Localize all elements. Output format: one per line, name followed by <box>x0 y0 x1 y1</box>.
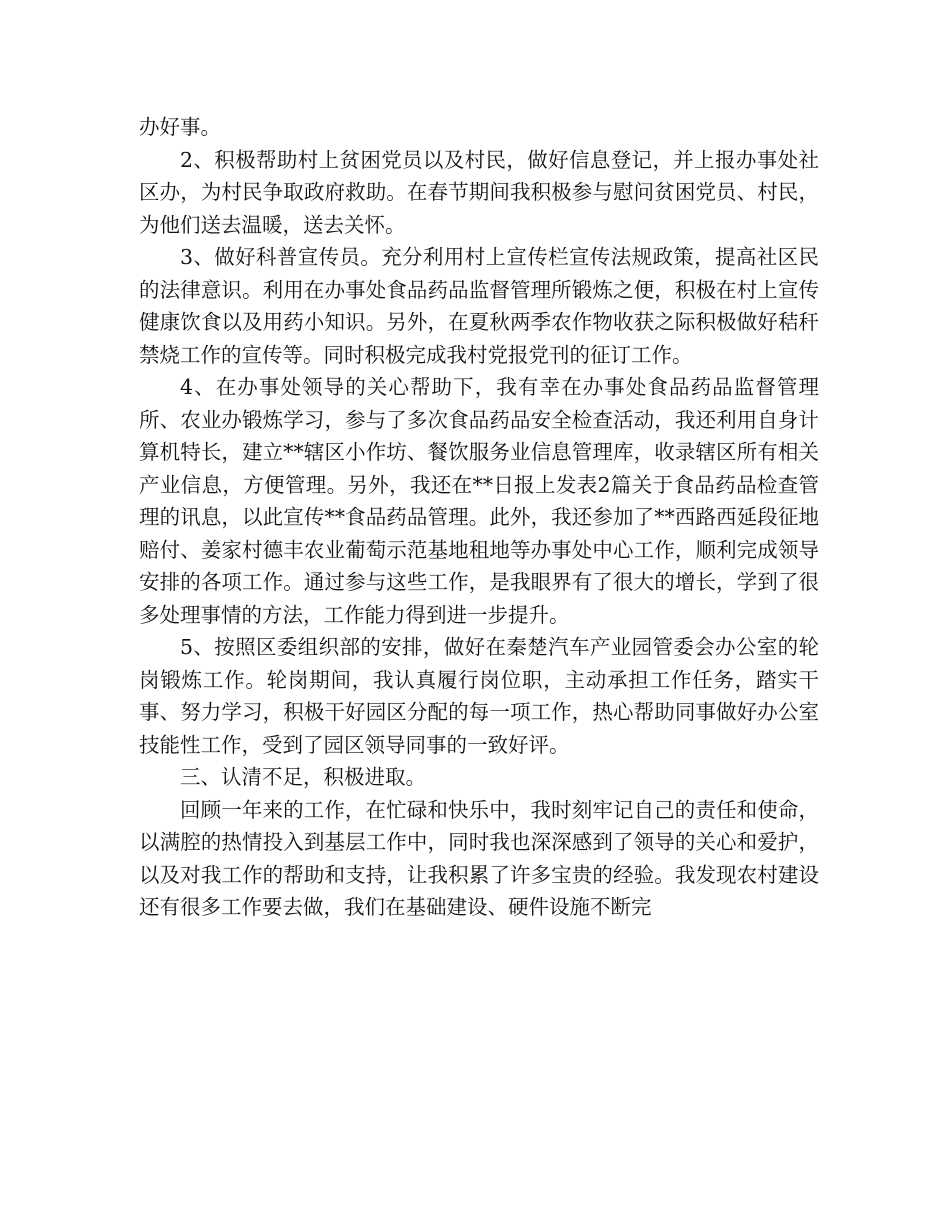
paragraph-item-2: 2、积极帮助村上贫困党员以及村民，做好信息登记，并上报办事处社区办，为村民争取政府救助。在春节期间我积极参与慰问贫困党员、村民，为他们送去温暖，送去关怀。 <box>139 147 819 237</box>
section-heading-3: 三、认清不足，积极进取。 <box>180 765 426 789</box>
paragraph-item-3: 3、做好科普宣传员。充分利用村上宣传栏宣传法规政策，提高社区民的法律意识。利用在办事处食品药品监督管理所锻炼之便，积极在村上宣传健康饮食以及用药小知识。另外，在夏秋两季农作物收获之际积极做好秸秆禁烧工作的宣传等。同时积极完成我村党报党刊的征订工作。 <box>139 245 819 367</box>
paragraph-review: 回顾一年来的工作，在忙碌和快乐中，我时刻牢记自己的责任和使命，以满腔的热情投入到基层工作中，同时我也深深感到了领导的关心和爱护，以及对我工作的帮助和支持，让我积累了许多宝贵的经验。我发现农村建设还有很多工作要去做，我们在基础建设、硬件设施不断完 <box>139 797 819 919</box>
paragraph-item-5: 5、按照区委组织部的安排，做好在秦楚汽车产业园管委会办公室的轮岗锻炼工作。轮岗期间，我认真履行岗位职，主动承担工作任务，踏实干事、努力学习，积极干好园区分配的每一项工作，热心帮助同事做好办公室技能性工作，受到了园区领导同事的一致好评。 <box>139 635 819 757</box>
paragraph-item-4: 4、在办事处领导的关心帮助下，我有幸在办事处食品药品监督管理所、农业办锻炼学习，参与了多次食品药品安全检查活动，我还利用自身计算机特长，建立**辖区小作坊、餐饮服务业信息管理库，收录辖区所有相关产业信息，方便管理。另外，我还在**日报上发表2篇关于食品药品检查管理的讯息，以此宣传**食品药品管理。此外，我还参加了**西路西延段征地赔付、姜家村德丰农业葡萄示范基地租地等办事处中心工作，顺利完成领导安排的各项工作。通过参与这些工作，是我眼界有了很大的增长，学到了很多处理事情的方法，工作能力得到进一步提升。 <box>139 375 819 627</box>
paragraph-continuation: 办好事。 <box>139 115 221 139</box>
document-body <box>139 111 819 924</box>
